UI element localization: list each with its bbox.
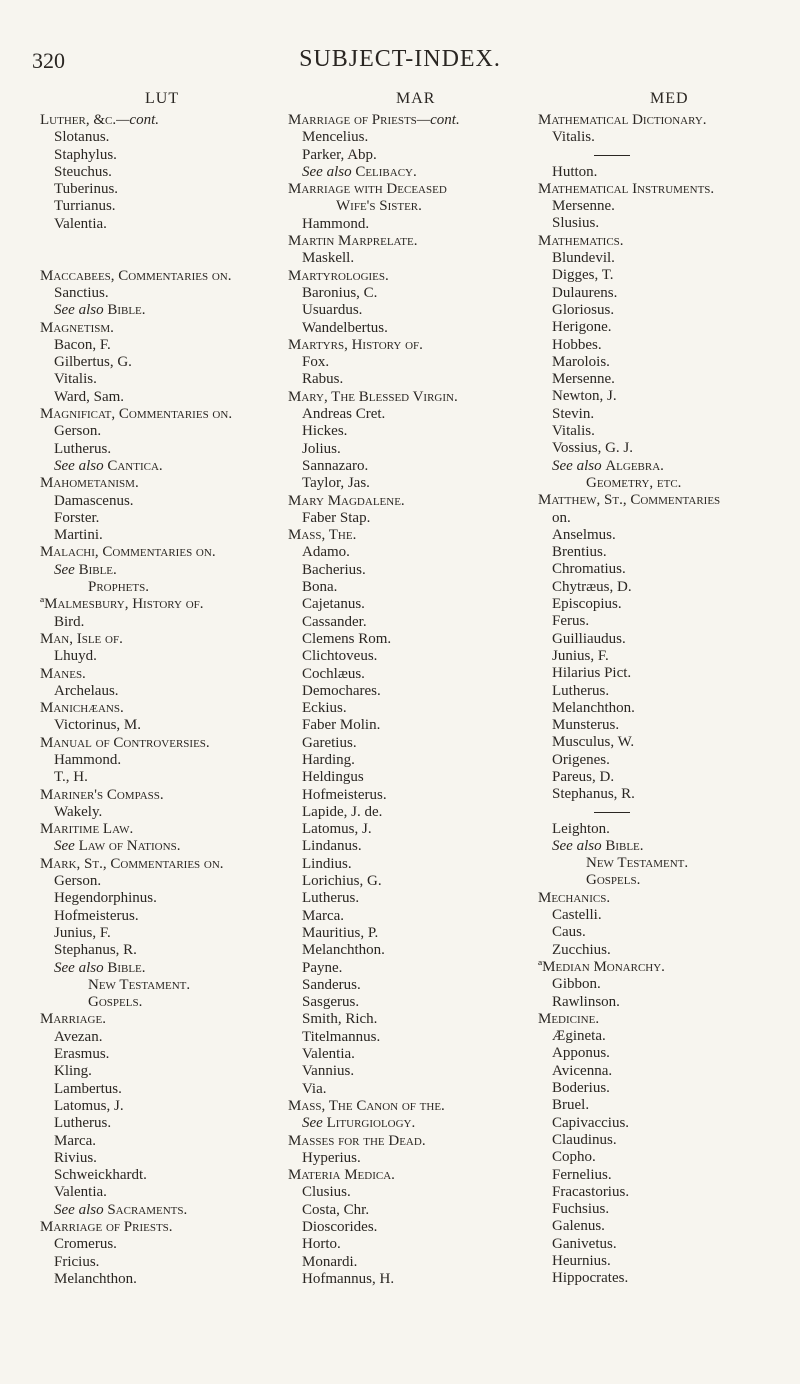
index-entry: Digges, T. (552, 267, 614, 284)
index-entry: Cochlæus. (302, 665, 365, 682)
cross-reference-target: Bible. (605, 837, 644, 854)
index-entry: Hickes. (302, 423, 348, 440)
index-entry: Lhuyd. (54, 648, 97, 665)
index-entry: Dulaurens. (552, 284, 618, 301)
index-entry: Clemens Rom. (302, 630, 392, 647)
index-entry: Wakely. (54, 803, 103, 820)
heading-text: Mass, The Canon of the. (288, 1097, 445, 1114)
cross-reference-target: Sacraments. (107, 1201, 188, 1218)
index-entry: T., H. (54, 769, 88, 786)
heading-text: Marriage with Deceased (288, 181, 447, 198)
index-entry: Boderius. (552, 1080, 610, 1097)
index-heading (40, 475, 280, 492)
cross-reference (288, 1115, 528, 1132)
index-entry: Ægineta. (552, 1028, 606, 1045)
index-heading (40, 406, 280, 423)
index-entry: Tuberinus. (54, 181, 119, 198)
index-entry: Hegendorphinus. (54, 890, 157, 907)
index-heading (288, 1167, 528, 1184)
index-entry: Episcopius. (552, 596, 622, 613)
heading-text: Maccabees, Commentaries on. (40, 267, 232, 284)
cross-reference-target: Bible. (107, 959, 146, 976)
index-entry: Costa, Chr. (302, 1201, 370, 1218)
index-entry: Schweickhardt. (54, 1167, 147, 1184)
index-entry: Copho. (552, 1149, 596, 1166)
index-entry: Blundevil. (552, 250, 615, 267)
index-entry: Kling. (54, 1063, 92, 1080)
cross-reference-target: Law of Nations. (78, 838, 181, 855)
index-entry: Erasmus. (54, 1046, 110, 1063)
index-entry: Baronius, C. (302, 284, 378, 301)
index-entry: Apponus. (552, 1045, 610, 1062)
index-entry: Lindanus. (302, 838, 362, 855)
heading-text: Martyrologies. (288, 267, 389, 284)
cross-reference (40, 458, 280, 475)
cross-reference-target: Gospels. (586, 872, 641, 889)
index-entry: Fuchsius. (552, 1201, 610, 1218)
index-entry: Stephanus, R. (54, 942, 137, 959)
index-entry: Lorichius, G. (302, 873, 382, 890)
index-entry: Hofmeisterus. (302, 786, 387, 803)
index-entry: Stevin. (552, 405, 595, 422)
heading-text: Marriage of Priests (288, 112, 417, 128)
heading-text: Mathematical Instruments. (538, 180, 715, 197)
index-entry: Marca. (302, 907, 345, 924)
index-entry: Vitalis. (552, 129, 595, 146)
index-heading (288, 112, 528, 129)
index-entry: Hofmannus, H. (302, 1270, 395, 1287)
index-entry: Steuchus. (54, 163, 112, 180)
index-entry: Titelmannus. (302, 1028, 381, 1045)
cross-reference (40, 960, 280, 977)
index-entry: Musculus, W. (552, 734, 635, 751)
heading-text: Materia Medica. (288, 1167, 395, 1184)
cross-reference-target: Algebra. (605, 457, 664, 474)
index-entry: Slotanus. (54, 129, 110, 146)
see-label: See (302, 1115, 323, 1132)
index-entry: Horto. (302, 1236, 341, 1253)
index-entry: Melanchthon. (302, 942, 385, 959)
index-entry: Stephanus, R. (552, 786, 635, 803)
heading-text: Man, Isle of. (40, 630, 123, 647)
index-entry: Latomus, J. (302, 821, 372, 838)
index-entry: Usuardus. (302, 302, 363, 319)
index-entry: Harding. (302, 751, 355, 768)
index-entry: Zucchius. (552, 941, 611, 958)
index-entry: Hippocrates. (552, 1270, 629, 1287)
index-entry: Valentia. (302, 1046, 355, 1063)
index-entry: Maskell. (302, 250, 355, 267)
index-entry: Parker, Abp. (302, 146, 377, 163)
index-entry: Staphylus. (54, 146, 117, 163)
index-entry: Gibbon. (552, 976, 601, 993)
cross-reference (538, 458, 788, 475)
index-heading (288, 233, 528, 250)
index-entry: Latomus, J. (54, 1097, 124, 1114)
heading-text: Maritime Law. (40, 821, 134, 838)
see-label: See also (302, 163, 352, 180)
index-entry: Faber Molin. (302, 717, 381, 734)
heading-text: Marriage of Priests. (40, 1219, 173, 1235)
heading-text: Martin Marprelate. (288, 233, 418, 250)
index-entry: Via. (302, 1080, 327, 1097)
cross-reference-target: Celibacy. (355, 163, 417, 180)
heading-text: Mass, The. (288, 527, 357, 544)
index-entry: Payne. (302, 959, 343, 976)
cross-reference-target: Gospels. (88, 994, 143, 1011)
index-heading (288, 527, 528, 544)
page-number: 320 (32, 48, 65, 73)
heading-text: Malachi, Commentaries on. (40, 544, 216, 561)
index-entry: Marca. (54, 1132, 97, 1149)
index-entry: Gilbertus, G. (54, 354, 132, 371)
index-entry: Taylor, Jas. (302, 475, 370, 492)
index-entry: Vitalis. (552, 423, 595, 440)
index-entry: Fricius. (54, 1253, 100, 1270)
index-entry: Faber Stap. (302, 509, 371, 526)
index-heading (288, 268, 528, 285)
column-guide-word: MAR (396, 90, 436, 107)
index-entry: Brentius. (552, 544, 607, 561)
index-heading (40, 787, 280, 804)
index-entry: Martini. (54, 527, 103, 544)
index-entry: Munsterus. (552, 717, 620, 734)
index-heading (538, 1011, 788, 1028)
index-entry: Slusius. (552, 215, 600, 232)
cross-reference-target: Cantica. (107, 457, 163, 474)
index-entry: Clusius. (302, 1184, 351, 1201)
index-entry: Sasgerus. (302, 994, 360, 1011)
index-entry: Hobbes. (552, 336, 602, 353)
heading-text: Mathematics. (538, 232, 624, 249)
index-heading (40, 1011, 280, 1028)
heading-text: Mathematical Dictionary. (538, 112, 707, 128)
index-entry: Victorinus, M. (54, 717, 142, 734)
index-column-3 (538, 90, 788, 1288)
index-entry: Hammond. (54, 751, 122, 768)
index-entry: Guilliaudus. (552, 630, 626, 647)
index-entry: Anselmus. (552, 526, 616, 543)
index-entry: Lutherus. (54, 1115, 112, 1132)
index-entry: Marolois. (552, 353, 610, 370)
index-entry: Smith, Rich. (302, 1011, 378, 1028)
see-label: See (54, 838, 75, 855)
index-entry: Newton, J. (552, 388, 617, 405)
index-entry: Hofmeisterus. (54, 907, 139, 924)
cross-reference-target: Prophets. (88, 579, 149, 596)
index-entry: Rawlinson. (552, 993, 620, 1010)
continued-marker: —cont. (416, 112, 460, 128)
see-label: See (54, 561, 75, 578)
index-entry: Wandelbertus. (302, 319, 388, 336)
heading-text: Magnificat, Commentaries on. (40, 406, 233, 423)
index-entry: Hyperius. (302, 1149, 361, 1166)
index-entry: Rivius. (54, 1149, 97, 1166)
index-heading (538, 181, 788, 198)
column-entries (538, 112, 788, 1288)
index-heading (40, 735, 280, 752)
index-entry: Pareus, D. (552, 768, 615, 785)
index-entry: Lutherus. (54, 440, 112, 457)
index-entry: on. (552, 509, 571, 526)
index-entry: Damascenus. (54, 492, 134, 509)
index-entry: Hammond. (302, 215, 370, 232)
heading-text: Masses for the Dead. (288, 1132, 426, 1149)
index-entry: Chromatius. (552, 561, 626, 578)
index-entry: Leighton. (552, 820, 610, 837)
index-entry: Archelaus. (54, 682, 119, 699)
index-entry: Gloriosus. (552, 301, 615, 318)
index-entry: Lutherus. (552, 682, 610, 699)
index-heading (40, 700, 280, 717)
cross-reference (40, 838, 280, 855)
index-heading (40, 544, 280, 561)
index-entry: Heldingus (302, 769, 364, 786)
cross-reference-target: Wife's Sister. (336, 198, 422, 215)
index-entry: Turrianus. (54, 198, 116, 215)
heading-text: Manes. (40, 665, 86, 682)
index-heading (40, 596, 280, 613)
heading-text: Mahometanism. (40, 475, 139, 492)
index-column-2 (288, 90, 528, 1288)
index-entry: Forster. (54, 509, 100, 526)
index-entry: Claudinus. (552, 1131, 617, 1148)
heading-text: Mary, The Blessed Virgin. (288, 388, 458, 405)
cross-reference-target: New Testament. (586, 855, 689, 872)
heading-text: Mary Magdalene. (288, 492, 405, 509)
index-entry: Vossius, G. J. (552, 440, 633, 457)
running-head: SUBJECT-INDEX. (299, 46, 501, 72)
index-entry: Hilarius Pict. (552, 665, 632, 682)
column-guide-word: LUT (145, 90, 180, 107)
blank-line (40, 250, 280, 267)
heading-text: Martyrs, History of. (288, 336, 423, 353)
index-entry: Junius, F. (552, 647, 609, 664)
heading-text: ªMedian Monarchy. (538, 958, 665, 975)
index-entry: Lindius. (302, 855, 352, 872)
index-entry: Vannius. (302, 1063, 355, 1080)
index-entry: Adamo. (302, 544, 350, 561)
index-heading (288, 389, 528, 406)
index-entry: Bacherius. (302, 561, 366, 578)
cross-reference (538, 838, 788, 855)
index-entry: Vitalis. (54, 371, 97, 388)
heading-text: Luther, &c. (40, 112, 117, 128)
index-entry: Fox. (302, 354, 330, 371)
see-label: See also (54, 1201, 104, 1218)
see-label: See also (54, 457, 104, 474)
index-heading (40, 320, 280, 337)
index-heading (538, 492, 788, 509)
heading-text: Manichæans. (40, 700, 124, 717)
heading-text: ªMalmesbury, History of. (40, 596, 204, 613)
index-entry: Ganivetus. (552, 1235, 617, 1252)
index-heading (538, 890, 788, 907)
index-heading (288, 181, 528, 198)
index-entry: Heurnius. (552, 1253, 611, 1269)
heading-text: Magnetism. (40, 319, 114, 336)
index-entry: Fracastorius. (552, 1183, 630, 1200)
index-entry: Lutherus. (302, 890, 360, 907)
heading-text: Manual of Controversies. (40, 734, 210, 751)
index-entry: Lapide, J. de. (302, 803, 383, 820)
index-entry: Eckius. (302, 700, 347, 717)
heading-text: Mariner's Compass. (40, 786, 164, 803)
see-label: See also (552, 837, 602, 854)
index-entry: Junius, F. (54, 924, 111, 941)
index-entry: Avezan. (54, 1028, 103, 1045)
index-entry: Chytræus, D. (552, 578, 632, 595)
index-entry: Ward, Sam. (54, 388, 125, 405)
index-entry: Mersenne. (552, 371, 615, 388)
index-heading (288, 337, 528, 354)
index-entry: Herigone. (552, 319, 612, 336)
heading-text: Medicine. (538, 1010, 600, 1027)
index-heading (40, 856, 280, 873)
index-heading (538, 233, 788, 250)
see-label: See also (54, 302, 104, 319)
index-heading (288, 1098, 528, 1115)
cross-reference (40, 562, 280, 579)
index-entry: Jolius. (302, 440, 341, 457)
index-entry: Cajetanus. (302, 596, 365, 613)
index-entry: Lambertus. (54, 1080, 122, 1097)
column-entries (288, 112, 528, 1288)
index-entry: Garetius. (302, 734, 357, 751)
heading-text: Mechanics. (538, 889, 611, 906)
cross-reference-target: Bible. (107, 302, 146, 319)
index-entry: Fernelius. (552, 1166, 612, 1183)
see-label: See also (552, 457, 602, 474)
index-heading (288, 1133, 528, 1150)
column-entries (40, 112, 280, 1288)
index-heading (538, 112, 788, 129)
heading-text: Matthew, St., Commentaries (538, 492, 721, 509)
separator-rule (594, 812, 630, 813)
index-entry: Sanctius. (54, 284, 109, 301)
see-label: See also (54, 959, 104, 976)
cross-reference-target: Geometry, etc. (586, 474, 682, 491)
index-entry: Bruel. (552, 1097, 590, 1114)
index-entry: Cassander. (302, 613, 367, 630)
index-entry: Capivaccius. (552, 1114, 630, 1131)
continued-marker: —cont. (116, 112, 160, 128)
column-guide-word: MED (650, 90, 689, 107)
index-entry: Cromerus. (54, 1236, 117, 1253)
index-entry: Melanchthon. (552, 699, 635, 716)
index-entry: Clichtoveus. (302, 648, 378, 665)
blank-line (40, 233, 280, 250)
index-entry: Bona. (302, 579, 338, 596)
index-entry: Andreas Cret. (302, 406, 386, 423)
index-entry: Galenus. (552, 1218, 605, 1235)
index-entry: Monardi. (302, 1253, 358, 1270)
index-entry: Demochares. (302, 682, 381, 699)
separator-rule (594, 155, 630, 156)
cross-reference-target: New Testament. (88, 976, 191, 993)
index-heading (40, 112, 280, 129)
index-entry: Hutton. (552, 163, 598, 180)
index-entry: Bacon, F. (54, 336, 111, 353)
cross-reference (40, 1202, 280, 1219)
index-heading (40, 1219, 280, 1236)
index-entry: Rabus. (302, 371, 344, 388)
cross-reference (288, 164, 528, 181)
index-entry: Avicenna. (552, 1062, 613, 1079)
index-entry: Castelli. (552, 907, 602, 924)
index-entry: Gerson. (54, 423, 102, 440)
index-entry: Gerson. (54, 873, 102, 890)
index-entry: Origenes. (552, 751, 610, 768)
index-heading (40, 268, 280, 285)
index-column-1 (40, 90, 280, 1288)
index-entry: Mersenne. (552, 198, 615, 215)
index-heading (40, 631, 280, 648)
index-heading (40, 666, 280, 683)
index-entry: Caus. (552, 924, 586, 941)
heading-text: Marriage. (40, 1011, 106, 1028)
index-entry: Sannazaro. (302, 457, 369, 474)
cross-reference (40, 302, 280, 319)
index-entry: Bird. (54, 613, 85, 630)
index-entry: Mauritius, P. (302, 924, 379, 941)
cross-reference-target: Liturgiology. (326, 1115, 416, 1132)
index-heading (40, 821, 280, 838)
index-entry: Mencelius. (302, 129, 369, 146)
index-entry: Ferus. (552, 613, 590, 630)
index-heading (538, 959, 788, 976)
cross-reference-target: Bible. (78, 561, 117, 578)
index-entry: Dioscorides. (302, 1219, 378, 1235)
index-entry: Melanchthon. (54, 1270, 137, 1287)
index-heading (288, 493, 528, 510)
index-entry: Valentia. (54, 1184, 107, 1201)
index-entry: Sanderus. (302, 976, 361, 993)
index-entry: Valentia. (54, 215, 107, 232)
heading-text: Mark, St., Commentaries on. (40, 855, 224, 872)
